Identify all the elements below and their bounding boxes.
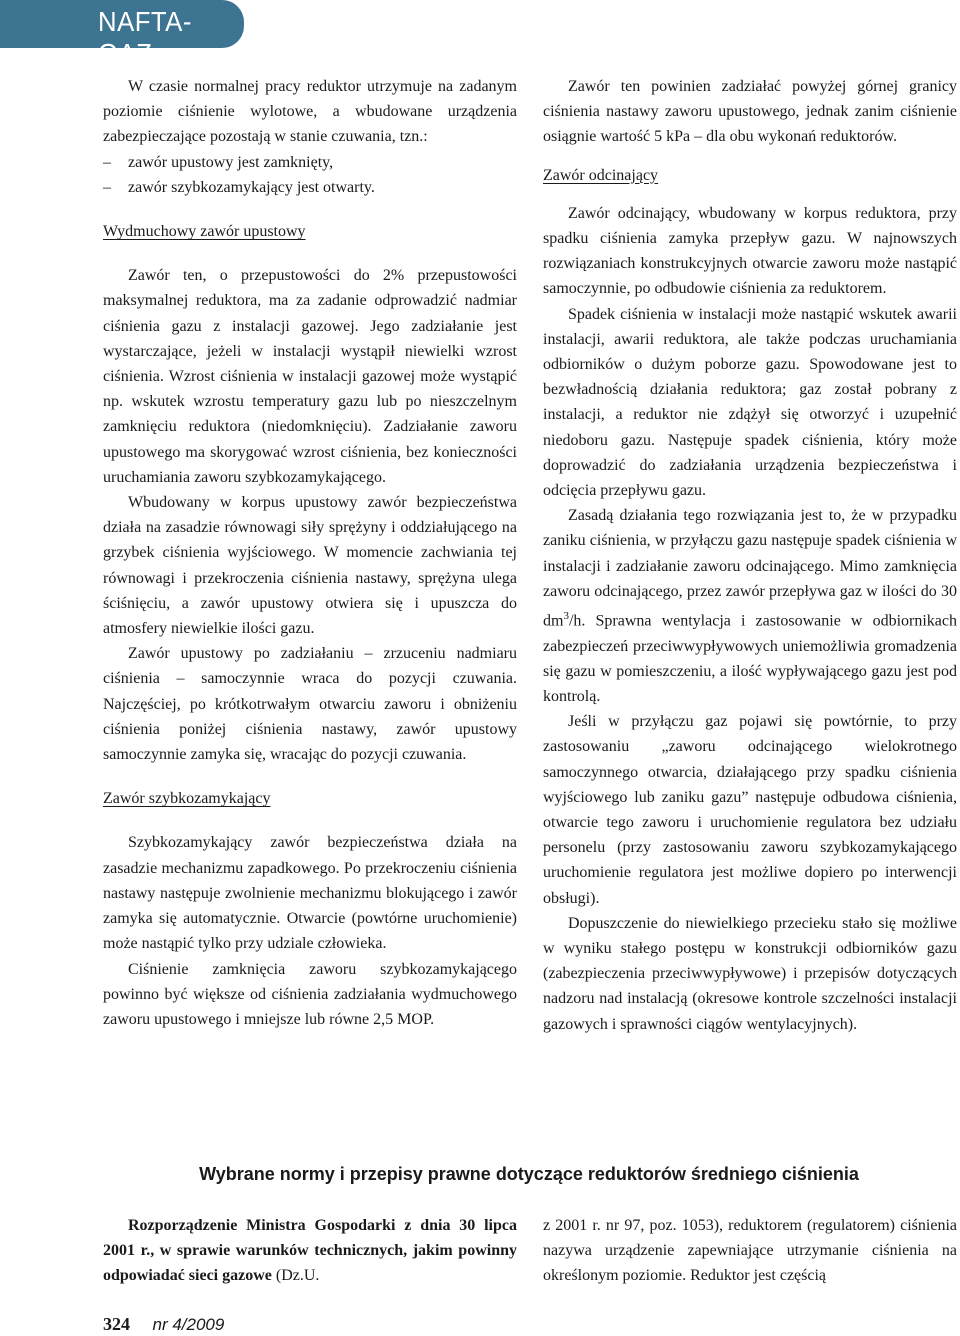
- section-heading-normy: Wybrane normy i przepisy prawne dotyczące reduktorów średniego ciśnienia: [199, 1164, 859, 1184]
- regulation-title: Rozporządzenie Ministra Gospodarki z dnia 30 lipca 2001 r., w sprawie warunków technicznych, jakim powinny odpowiadać sieci gazowe: [103, 1217, 517, 1285]
- issue-label: nr 4/2009: [152, 1315, 225, 1334]
- paragraph: Zawór upustowy po zadziałaniu – zrzuceniu nadmiaru ciśnienia – samoczynnie wraca do pozycji czuwania. Najczęściej, po krótkotrwałym otwarciu zaworu i obniżeniu ciśnienia poniżej ciśnienia nastawy, zawór upustowy samoczynnie zamyka się, wracając do pozycji czuwania.: [103, 645, 517, 764]
- paragraph: Zawór ten, o przepustowości do 2% przepustowości maksymalnej reduktora, ma za zadanie odprowadzić nadmiar ciśnienia gazu z instalacji gazowej. Jego zadziałanie jest wystarczające, jeżeli w instalacji wystąpił niewielki wzrost ciśnienia. Wzrost ciśnienia w instalacji gazowej może wystąpić np. wskutek wzrostu temperatury gazu lub po nieszczelnym zamknięciu reduktora (niedomknięciu). Zadziałanie zaworu upustowego ma skorygować wzrost ciśnienia, bez konieczności uruchamiania zaworu szybkozamykającego.: [103, 267, 517, 486]
- intro-paragraph: W czasie normalnej pracy reduktor utrzymuje na zadanym poziomie ciśnienie wylotowe, a wbudowane urządzenia zabezpieczające pozostają w stanie czuwania, tzn.:: [103, 78, 517, 146]
- right-column: [543, 74, 957, 1037]
- paragraph-text: (Dz.U.: [271, 1267, 320, 1285]
- paragraph: Wbudowany w korpus upustowy zawór bezpieczeństwa działa na zasadzie równowagi siły sprężyny i oddziałującego na grzybek ciśnienia wyjściowego. W momencie zachwiania tej równowagi i przekroczenia ciśnienia nastawy, sprężyna ulega ściśnięciu, a zawór upustowy otwiera się i upuszcza do atmosfery niewielkie ilości gazu.: [103, 494, 517, 638]
- superscript: 3: [563, 610, 569, 623]
- paragraph: [103, 1213, 517, 1289]
- list-item: – zawór szybkozamykający jest otwarty.: [103, 175, 517, 200]
- paragraph: z 2001 r. nr 97, poz. 1053), reduktorem (regulatorem) ciśnienia nazywa urządzenie zapewniające utrzymanie ciśnienia na określonym poziomie. Reduktor jest częścią: [543, 1217, 957, 1285]
- paragraph-text: Zasadą działania tego rozwiązania jest to, że w przypadku zaniku ciśnienia, w przyłączu gazu następuje spadek ciśnienia w instalacji i zadziałanie zaworu odcinającego. Mimo zamknięcia zaworu odcinającego, przez zawór przepływa gaz w ilości do 30 dm: [543, 507, 957, 630]
- paragraph: Szybkozamykający zawór bezpieczeństwa działa na zasadzie mechanizmu zapadkowego. Po przekroczeniu ciśnienia nastawy następuje zwolnienie mechanizmu blokującego i zawór zamyka się automatycznie. Otwarcie (powtórne uruchomienie) może nastąpić tylko przy udziale człowieka.: [103, 834, 517, 953]
- page-number: 324: [103, 1314, 130, 1334]
- paragraph: Zawór odcinający, wbudowany w korpus reduktora, przy spadku ciśnienia zamyka przepływ gazu. W najnowszych rozwiązaniach konstrukcyjnych otwarcie zaworu może nastąpić samoczynnie, po odbudowie ciśnienia za reduktorem.: [543, 204, 957, 298]
- paragraph: Zawór ten powinien zadziałać powyżej górnej granicy ciśnienia nastawy zaworu upustowego, jednak zanim ciśnienie osiągnie wartość 5 kPa – dla obu wykonań reduktorów.: [543, 78, 957, 146]
- section-title-odcinajacy: Zawór odcinający: [543, 166, 659, 184]
- left-column: [103, 74, 517, 1032]
- section-title-szybkozamykajacy: Zawór szybkozamykający: [103, 790, 271, 808]
- section-title-upustowy: Wydmuchowy zawór upustowy: [103, 223, 306, 241]
- list-item-text: zawór szybkozamykający jest otwarty.: [128, 178, 375, 196]
- bottom-right-column: [543, 1213, 957, 1289]
- journal-badge: [0, 0, 244, 69]
- bottom-left-column: [103, 1213, 517, 1289]
- paragraph: Spadek ciśnienia w instalacji może nastąpić wskutek awarii instalacji, awarii reduktora, ale także podczas uruchamiania odbiorników o dużym poborze gazu. Spowodowane jest to bezwładnością działania reduktora; gaz został pobrany z instalacji, a reduktor nie zdążył się otworzyć i uzupełnić niedoboru gazu. Następuje spadek ciśnienia, który może doprowadzić do zadziałania urządzenia bezpieczeństwa i odcięcia przepływu gazu.: [543, 305, 957, 500]
- paragraph: Ciśnienie zamknięcia zaworu szybkozamykającego powinno być większe od ciśnienia zadziałania wydmuchowego zaworu upustowego i mniejsze lub równe 2,5 MOP.: [103, 960, 517, 1028]
- list-item-text: zawór upustowy jest zamknięty,: [128, 153, 334, 171]
- list-item: – zawór upustowy jest zamknięty,: [103, 150, 517, 175]
- paragraph: Jeśli w przyłączu gaz pojawi się powtórnie, to przy zastosowaniu „zaworu odcinającego wielokrotnego samoczynnego otwarcia, działającego przy spadku ciśnienia wyjściowego lub zaniku gazu” następuje odbudowa ciśnienia, otwarcie tego zaworu i uruchomienie regulatora bez udziału personelu (przy zastosowaniu zaworu szybkozamykającego uruchomienie regulatora jest możliwe dopiero po interwencji obsługi).: [543, 713, 957, 907]
- paragraph: Dopuszczenie do niewielkiego przecieku stało się możliwe w wyniku stałego postępu w konstrukcji odbiorników gazu (zabezpieczenia przeciwwypływowe) i przepisów dotyczących nadzoru nad instalacją (okresowe kontrole szczelności instalacji gazowych i sprawności ciągów wentylacyjnych).: [543, 914, 957, 1033]
- paragraph: [543, 503, 957, 709]
- paragraph-text: /h. Sprawna wentylacja i zastosowanie w odbiornikach zabezpieczeń przeciwwypływowych uniemożliwia gromadzenia się gazu w pomieszczeniu, a ilość wypływającego gazu jest pod kontrolą.: [543, 612, 957, 705]
- page-footer: [103, 1314, 224, 1335]
- journal-name: NAFTA-GAZ: [98, 6, 192, 69]
